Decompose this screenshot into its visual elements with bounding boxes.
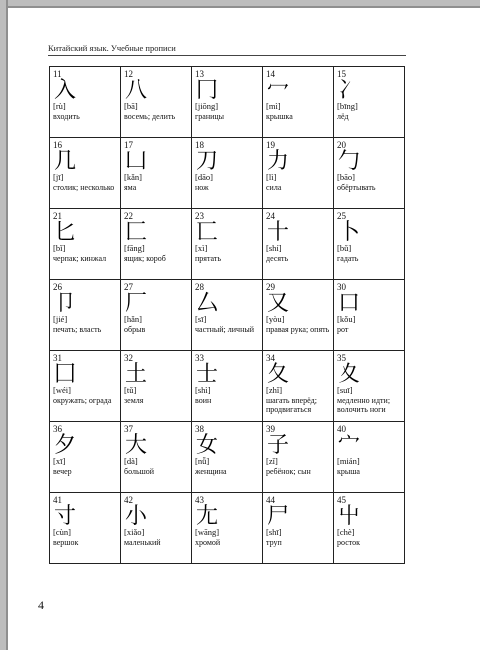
- radical-pinyin: [shì]: [195, 385, 211, 395]
- radical-character: 寸: [54, 504, 77, 529]
- radical-meaning: прятать: [195, 253, 222, 263]
- radical-character: 尢: [196, 504, 219, 529]
- radical-cell: [121, 493, 192, 564]
- radical-character: 凵: [125, 149, 148, 174]
- radical-number: 18: [195, 140, 204, 150]
- radical-character: 土: [125, 362, 148, 387]
- radical-cell: [263, 351, 334, 422]
- radical-pinyin: [dà]: [124, 456, 138, 466]
- radical-character: 匸: [196, 220, 219, 245]
- radical-cell: [121, 209, 192, 280]
- radical-pinyin: [mián]: [337, 456, 360, 466]
- radical-character: 入: [54, 78, 77, 103]
- radical-character: 勹: [338, 149, 361, 174]
- radical-cell: [334, 422, 405, 493]
- radical-pinyin: [bǔ]: [337, 243, 352, 253]
- radical-cell: [334, 493, 405, 564]
- radical-pinyin: [xī]: [53, 456, 66, 466]
- radical-character: 卩: [54, 291, 77, 316]
- radical-character: 八: [125, 78, 148, 103]
- radical-pinyin: [zhǐ]: [266, 385, 283, 395]
- radical-pinyin: [tǔ]: [124, 385, 137, 395]
- radical-pinyin: [bǐ]: [53, 243, 66, 253]
- radical-character: 囗: [54, 362, 77, 387]
- radical-cell: [50, 138, 121, 209]
- radical-number: 34: [266, 353, 275, 363]
- header-rule: [48, 55, 406, 56]
- radical-number: 21: [53, 211, 62, 221]
- radical-cell: [121, 280, 192, 351]
- radical-cell: [263, 209, 334, 280]
- radical-meaning: воин: [195, 395, 212, 405]
- radical-meaning: медленно идти; волочить ноги: [337, 395, 391, 414]
- radical-cell: [192, 280, 263, 351]
- radical-meaning: росток: [337, 537, 361, 547]
- radical-cell: [263, 138, 334, 209]
- radical-character: 夂: [267, 362, 290, 387]
- radical-character: 士: [196, 362, 219, 387]
- radical-cell: [334, 209, 405, 280]
- radical-pinyin: [xiǎo]: [124, 527, 145, 537]
- radical-pinyin: [mì]: [266, 101, 281, 111]
- radical-pinyin: [wāng]: [195, 527, 220, 537]
- radical-cell: [121, 351, 192, 422]
- radical-number: 20: [337, 140, 346, 150]
- radical-cell: [263, 280, 334, 351]
- radical-character: 十: [267, 220, 290, 245]
- radical-meaning: труп: [266, 537, 282, 547]
- radical-meaning: ребёнок; сын: [266, 466, 311, 476]
- radical-cell: [50, 280, 121, 351]
- radical-character: 匕: [54, 220, 77, 245]
- radical-meaning: окружать; ограда: [53, 395, 112, 405]
- radical-cell: [192, 67, 263, 138]
- radical-number: 35: [337, 353, 346, 363]
- radical-character: 宀: [338, 433, 361, 458]
- radical-number: 27: [124, 282, 133, 292]
- radical-cell: [192, 138, 263, 209]
- radical-pinyin: [shí]: [266, 243, 282, 253]
- radical-number: 29: [266, 282, 275, 292]
- radical-number: 17: [124, 140, 133, 150]
- radical-meaning: крыша: [337, 466, 360, 476]
- radical-pinyin: [cùn]: [53, 527, 71, 537]
- table-row: [50, 351, 405, 422]
- radical-character: 冖: [267, 78, 290, 103]
- radical-pinyin: [bā]: [124, 101, 138, 111]
- radical-number: 33: [195, 353, 204, 363]
- radical-pinyin: [bāo]: [337, 172, 355, 182]
- radical-pinyin: [rù]: [53, 101, 66, 111]
- radical-pinyin: [yòu]: [266, 314, 285, 324]
- radical-meaning: маленький: [124, 537, 161, 547]
- radical-meaning: хромой: [195, 537, 221, 547]
- radical-number: 38: [195, 424, 204, 434]
- radical-number: 19: [266, 140, 275, 150]
- radical-character: 匚: [125, 220, 148, 245]
- radical-meaning: восемь; делить: [124, 111, 176, 121]
- table-row: [50, 280, 405, 351]
- radical-cell: [121, 67, 192, 138]
- radical-number: 15: [337, 69, 346, 79]
- radical-meaning: сила: [266, 182, 282, 192]
- table-row: [50, 209, 405, 280]
- radical-number: 24: [266, 211, 275, 221]
- radical-meaning: входить: [53, 111, 80, 121]
- radical-number: 12: [124, 69, 133, 79]
- radical-number: 37: [124, 424, 133, 434]
- radical-number: 16: [53, 140, 62, 150]
- radical-number: 32: [124, 353, 133, 363]
- radical-cell: [334, 351, 405, 422]
- radical-cell: [334, 67, 405, 138]
- radical-pinyin: [chè]: [337, 527, 355, 537]
- radical-cell: [263, 493, 334, 564]
- radical-character: 冫: [338, 78, 361, 103]
- table-row: [50, 67, 405, 138]
- radical-cell: [50, 67, 121, 138]
- radical-meaning: рот: [337, 324, 349, 334]
- radical-meaning: яма: [124, 182, 137, 192]
- radical-pinyin: [lì]: [266, 172, 277, 182]
- radical-character: 尸: [267, 504, 290, 529]
- radical-number: 36: [53, 424, 62, 434]
- radical-character: 女: [196, 433, 219, 458]
- radicals-table: [49, 66, 405, 564]
- radical-number: 14: [266, 69, 275, 79]
- radical-cell: [50, 493, 121, 564]
- radical-cell: [263, 422, 334, 493]
- table-row: [50, 493, 405, 564]
- radical-meaning: нож: [195, 182, 209, 192]
- radical-cell: [50, 422, 121, 493]
- radical-meaning: частный; личный: [195, 324, 255, 334]
- radical-meaning: столик; несколько: [53, 182, 115, 192]
- radical-number: 25: [337, 211, 346, 221]
- radical-meaning: обёртывать: [337, 182, 376, 192]
- radical-character: 冂: [196, 78, 219, 103]
- radical-cell: [121, 138, 192, 209]
- radical-meaning: лёд: [337, 111, 349, 121]
- radical-cell: [334, 138, 405, 209]
- radical-meaning: шагать вперёд; продвигаться: [266, 395, 317, 414]
- radical-meaning: крышка: [266, 111, 293, 121]
- radical-meaning: границы: [195, 111, 225, 121]
- page-number: 4: [38, 598, 44, 612]
- table-row: [50, 422, 405, 493]
- table-row: [50, 138, 405, 209]
- radical-character: 厶: [196, 291, 219, 316]
- radical-number: 13: [195, 69, 204, 79]
- radical-meaning: земля: [124, 395, 144, 405]
- radical-pinyin: [jié]: [53, 314, 68, 324]
- radical-meaning: вершок: [53, 537, 79, 547]
- radical-number: 31: [53, 353, 62, 363]
- radical-meaning: женщина: [195, 466, 227, 476]
- radical-number: 41: [53, 495, 62, 505]
- viewer-frame-top-shadow: [0, 6, 480, 8]
- radical-pinyin: [zǐ]: [266, 456, 278, 466]
- radical-character: 卜: [338, 220, 361, 245]
- radical-character: 子: [267, 433, 290, 458]
- radical-character: 夕: [54, 433, 77, 458]
- radical-pinyin: [shī]: [266, 527, 282, 537]
- radical-cell: [263, 67, 334, 138]
- radical-character: 厂: [125, 291, 148, 316]
- radical-number: 30: [337, 282, 346, 292]
- radical-number: 44: [266, 495, 275, 505]
- radical-number: 43: [195, 495, 204, 505]
- radical-number: 23: [195, 211, 204, 221]
- radical-cell: [50, 209, 121, 280]
- radical-number: 28: [195, 282, 204, 292]
- radical-pinyin: [wéi]: [53, 385, 71, 395]
- radical-number: 40: [337, 424, 346, 434]
- radical-character: 又: [267, 291, 290, 316]
- radical-number: 11: [53, 69, 62, 79]
- page-header-title: Китайский язык. Учебные прописи: [48, 43, 176, 53]
- radical-cell: [192, 422, 263, 493]
- radical-pinyin: [xì]: [195, 243, 208, 253]
- radical-meaning: вечер: [53, 466, 72, 476]
- radical-number: 26: [53, 282, 62, 292]
- radical-pinyin: [sī]: [195, 314, 207, 324]
- radical-meaning: ящик; короб: [124, 253, 166, 263]
- radical-cell: [192, 493, 263, 564]
- radical-meaning: печать; власть: [53, 324, 102, 334]
- radical-number: 22: [124, 211, 133, 221]
- radical-cell: [50, 351, 121, 422]
- radical-character: 屮: [338, 504, 361, 529]
- radical-character: 小: [125, 504, 148, 529]
- radical-number: 45: [337, 495, 346, 505]
- radical-pinyin: [fāng]: [124, 243, 145, 253]
- viewer-frame-left-shadow: [6, 0, 8, 650]
- radical-character: 力: [267, 149, 290, 174]
- radical-number: 42: [124, 495, 133, 505]
- radical-pinyin: [dāo]: [195, 172, 213, 182]
- radical-character: 口: [338, 291, 361, 316]
- radical-character: 大: [125, 433, 148, 458]
- radical-cell: [192, 351, 263, 422]
- radical-meaning: обрыв: [124, 324, 146, 334]
- radical-meaning: большой: [124, 466, 155, 476]
- radical-meaning: правая рука; опять: [266, 324, 330, 334]
- radical-pinyin: [jiōng]: [195, 101, 219, 111]
- radical-pinyin: [suī]: [337, 385, 353, 395]
- radical-number: 39: [266, 424, 275, 434]
- radical-pinyin: [kǒu]: [337, 314, 356, 324]
- radical-meaning: гадать: [337, 253, 359, 263]
- radical-character: 几: [54, 149, 77, 174]
- radical-cell: [192, 209, 263, 280]
- radical-pinyin: [jī]: [53, 172, 64, 182]
- radical-pinyin: [bīng]: [337, 101, 358, 111]
- radical-cell: [121, 422, 192, 493]
- radical-cell: [334, 280, 405, 351]
- radical-pinyin: [kǎn]: [124, 172, 142, 182]
- radical-character: 刀: [196, 149, 219, 174]
- radical-meaning: черпак; кинжал: [53, 253, 107, 263]
- radical-pinyin: [nǚ]: [195, 456, 210, 466]
- radical-character: 夊: [338, 362, 361, 387]
- radical-meaning: десять: [266, 253, 289, 263]
- radical-pinyin: [hǎn]: [124, 314, 142, 324]
